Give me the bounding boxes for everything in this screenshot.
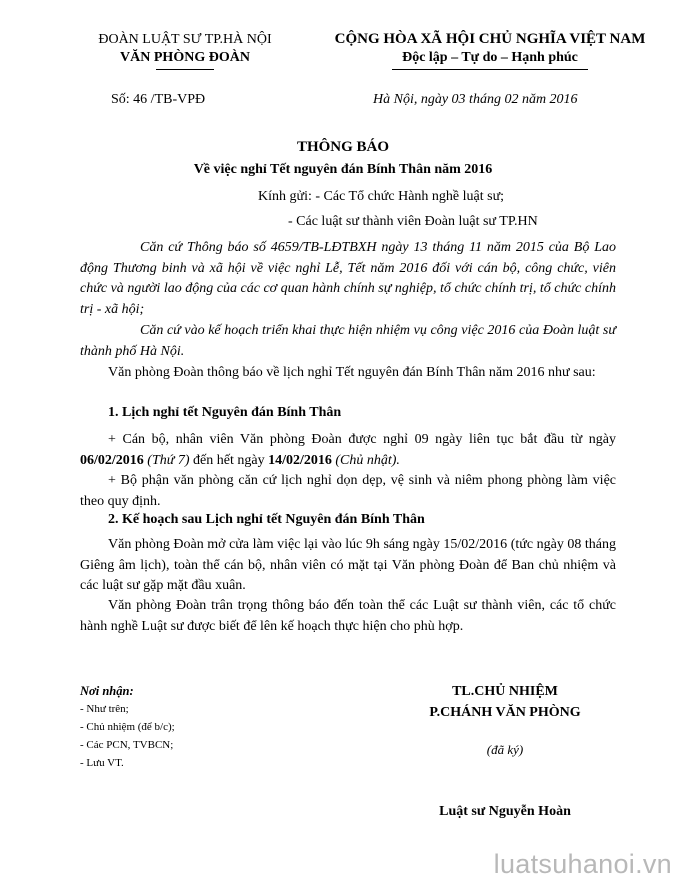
motto-underline xyxy=(392,69,588,70)
basis-paragraph-2: Căn cứ vào kế hoạch triển khai thực hiện nhiệm vụ công việc 2016 của Đoàn luật sư thành phố Hà Nội. xyxy=(80,323,616,359)
document-number: Số: 46 /TB-VPĐ xyxy=(111,92,206,107)
section-2-paragraph-2: Văn phòng Đoàn trân trọng thông báo đến toàn thể các Luật sư thành viên, các tổ chức hành nghề Luật sư được biết để lên kế hoạch thực hiện cho phù hợp. xyxy=(80,598,616,634)
recipients-list-heading: Nơi nhận: xyxy=(80,684,134,698)
nation-title: CỘNG HÒA XÃ HỘI CHỦ NGHĨA VIỆT NAM xyxy=(334,31,646,47)
office-name-underline xyxy=(156,69,214,70)
recipients-list-item: - Như trên; xyxy=(80,703,129,715)
recipients-list-item: - Lưu VT. xyxy=(80,757,124,769)
recipients-line-2: - Các luật sư thành viên Đoàn luật sư TP.HN xyxy=(288,214,538,229)
signed-note: (đã ký) xyxy=(486,742,524,757)
section-2-paragraph-1: Văn phòng Đoàn mở cửa làm việc lại vào lúc 9h sáng ngày 15/02/2016 (tức ngày 08 tháng Giêng âm lịch), toàn thể cán bộ, nhân viên có mặt tại Văn phòng Đoàn để Ban chủ nhiệm và các luật sư gặp mặt đầu xuân. xyxy=(80,537,616,593)
section-1-heading: 1. Lịch nghỉ tết Nguyên đán Bính Thân xyxy=(108,405,342,420)
s1-text-a: + Cán bộ, nhân viên Văn phòng Đoàn được nghỉ 09 ngày liên tục bắt đầu từ ngày xyxy=(108,432,616,447)
signature-title-1: TL.CHỦ NHIỆM xyxy=(452,684,558,699)
document-title: THÔNG BÁO xyxy=(296,139,390,155)
start-date: 06/02/2016 xyxy=(80,452,144,468)
signature-title-2: P.CHÁNH VĂN PHÒNG xyxy=(429,705,581,720)
end-date: 14/02/2016 xyxy=(268,452,332,468)
document-subtitle: Về việc nghỉ Tết nguyên đán Bính Thân năm 2016 xyxy=(193,162,493,177)
basis-paragraph-1: Căn cứ Thông báo số 4659/TB-LĐTBXH ngày 13 tháng 11 năm 2015 của Bộ Lao động Thương binh và xã hội về việc nghỉ Lễ, Tết năm 2016 đối với cán bộ, công chức, viên chức và người lao động của các cơ quan hành chính sự nghiệp, tổ chức chính trị, tổ chức chính trị - xã hội; xyxy=(80,240,616,317)
watermark-text: luatsuhanoi.vn xyxy=(493,849,672,879)
signer-name: Luật sư Nguyễn Hoàn xyxy=(439,804,571,819)
end-weekday: (Chủ nhật). xyxy=(331,452,400,468)
recipients-list-item: - Các PCN, TVBCN; xyxy=(80,739,174,751)
recipients-line-1: Kính gửi: - Các Tổ chức Hành nghề luật sư; xyxy=(258,189,505,204)
section-1-paragraph-1 xyxy=(80,430,616,471)
motto: Độc lập – Tự do – Hạnh phúc xyxy=(402,50,578,65)
intro-paragraph: Văn phòng Đoàn thông báo về lịch nghỉ Tết nguyên đán Bính Thân năm 2016 như sau: xyxy=(108,365,596,380)
org-name: ĐOÀN LUẬT SƯ TP.HÀ NỘI xyxy=(98,32,272,47)
recipients-list-item: - Chủ nhiệm (để b/c); xyxy=(80,721,175,733)
start-weekday: (Thứ 7) xyxy=(143,452,190,468)
section-2-heading: 2. Kế hoạch sau Lịch nghỉ tết Nguyên đán Bính Thân xyxy=(108,512,425,527)
section-1-paragraph-2: + Bộ phận văn phòng căn cứ lịch nghỉ dọn dẹp, vệ sinh và niêm phong phòng làm việc theo quy định. xyxy=(80,473,616,509)
place-date: Hà Nội, ngày 03 tháng 02 năm 2016 xyxy=(373,92,578,107)
office-name: VĂN PHÒNG ĐOÀN xyxy=(120,50,250,65)
s1-text-mid: đến hết ngày xyxy=(189,452,269,468)
